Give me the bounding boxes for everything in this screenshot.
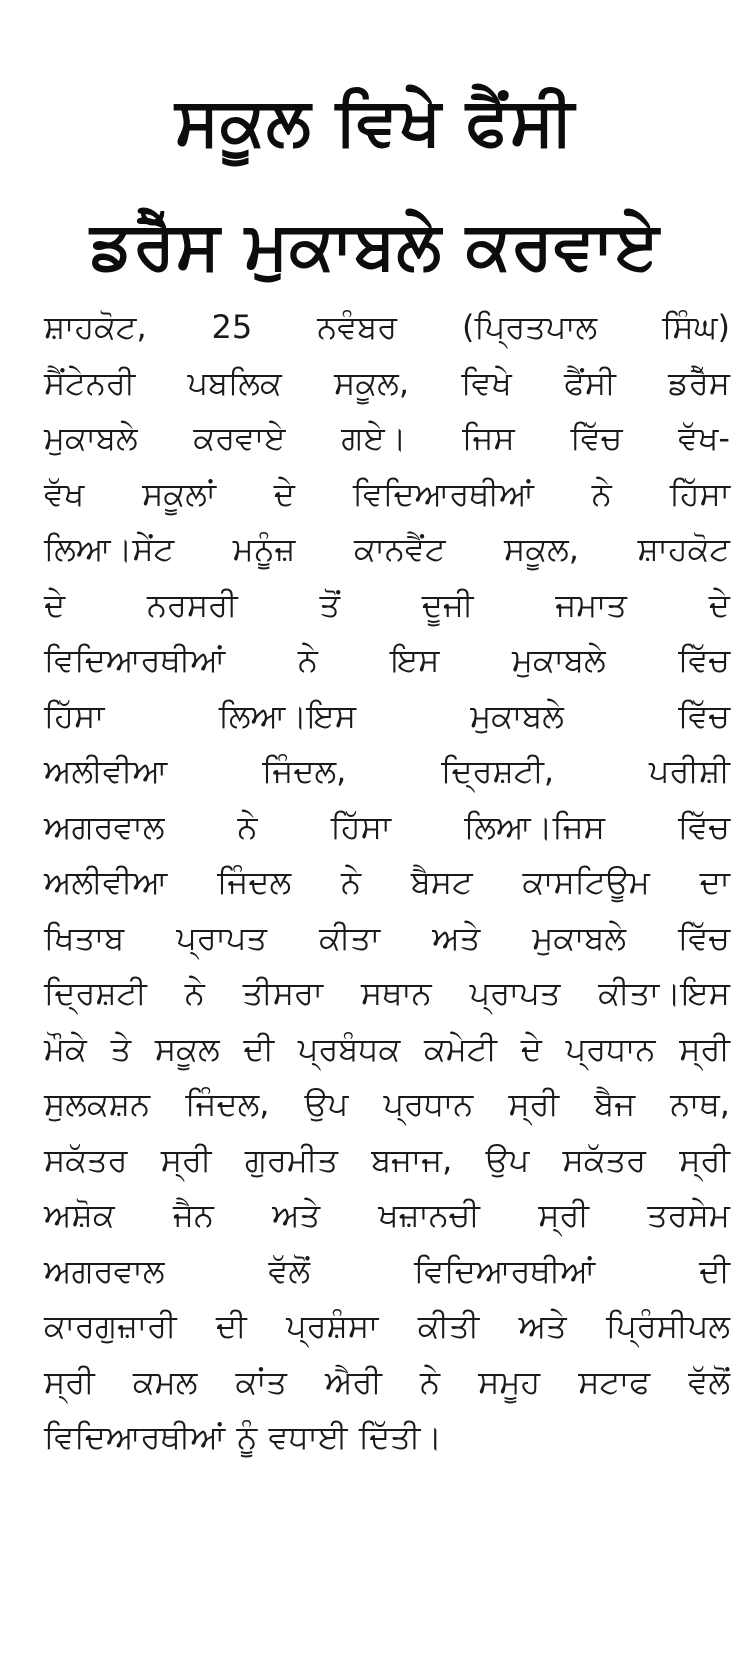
article-line	[44, 1022, 730, 1078]
article-word: ਪ੍ਰਾਪਤ	[469, 974, 561, 1012]
article-line	[44, 1244, 730, 1300]
article-word: ਅਲੀਵੀਆ	[44, 863, 168, 901]
article-word: ਸਥਾਨ	[360, 974, 432, 1012]
article-word: ਦ੍ਰਿਸ਼ਟੀ	[44, 974, 147, 1012]
article-word: ਫੈਂਸੀ	[564, 363, 616, 402]
article-word: ਵਿਦਿਆਰਥੀਆਂ	[44, 641, 226, 679]
article-word: ਵੱਖ	[44, 474, 85, 513]
article-word: 25	[211, 308, 253, 346]
article-line	[44, 1188, 730, 1244]
article-word: ਗਏ।	[341, 419, 407, 457]
article-word: ਮੁਕਾਬਲੇ	[470, 696, 564, 735]
article-word: ਪਬਲਿਕ	[187, 363, 282, 402]
article-word: ਕਾਸਟਿਊਮ	[522, 863, 650, 901]
article-word: ਦਾ	[699, 863, 730, 901]
article-line	[44, 1299, 730, 1355]
article-word: ਲਿਆ।ਸੇਂਟ	[44, 530, 175, 568]
article-word: ਕੀਤਾ	[319, 918, 381, 957]
article-word: ਸਕੱਤਰ	[562, 1140, 646, 1179]
article-word: ਦੀ	[243, 1029, 275, 1068]
article-word: ਖਜ਼ਾਨਚੀ	[378, 1196, 480, 1234]
article-word: ਮੁਕਾਬਲੇ	[511, 641, 606, 679]
article-word: ਵਿੱਚ	[678, 807, 730, 846]
article-word: ਜਿੰਦਲ,	[185, 1085, 270, 1123]
article-word: ਵੱਖ-	[678, 419, 730, 457]
article-word: ਨੂੰ	[236, 1418, 258, 1456]
article-word: ਸ੍ਰੀ	[160, 1140, 212, 1179]
article-word: ਵੱਲੋਂ	[688, 1362, 730, 1401]
article-word: ਸਮੂਹ	[478, 1362, 541, 1401]
article-word: ਤੇ	[110, 1029, 132, 1068]
article-word: ਤਰਸੇਮ	[647, 1196, 730, 1234]
article-word: ਕਾਂਤ	[235, 1362, 287, 1401]
article-word: ਸਕੱਤਰ	[44, 1140, 128, 1179]
article-word: ਸੁਲਕਸ਼ਨ	[44, 1085, 151, 1123]
article-word: ਅਤੇ	[518, 1307, 567, 1345]
article-line	[44, 467, 730, 523]
article-word: ਕੀਤੀ	[417, 1307, 480, 1345]
article-word: ਤੀਸਰਾ	[242, 974, 324, 1012]
article-word: ਕਮਲ	[132, 1362, 198, 1401]
article-word: ਕਾਨਵੈਂਟ	[353, 530, 446, 568]
article-word: ਅਗਰਵਾਲ	[44, 807, 165, 846]
article-word: ਨੇ	[340, 863, 361, 901]
article-line	[44, 633, 730, 689]
article-word: ਪ੍ਰਧਾਨ	[565, 1029, 656, 1068]
article-word: ਵਿਦਿਆਰਥੀਆਂ	[44, 1418, 226, 1456]
article-line	[44, 356, 730, 412]
article-word: (ਪ੍ਰਿਤਪਾਲ	[461, 308, 598, 346]
article-word: ਦੂਜੀ	[421, 585, 474, 624]
article-word: ਹਿੱਸਾ	[330, 807, 392, 846]
article-word: ਨਵੰਬਰ	[317, 308, 398, 346]
article-word: ਸਕੂਲ,	[334, 363, 409, 402]
article-line	[44, 689, 730, 745]
article-word: ਨਰਸਰੀ	[147, 585, 238, 624]
article-word: ਸਕੂਲ,	[504, 530, 579, 568]
article-line	[44, 1355, 730, 1411]
article-word: ਹਿੱਸਾ	[44, 696, 105, 735]
article-word: ਨੇ	[420, 1362, 441, 1401]
article-word: ਦੇ	[273, 474, 295, 513]
article-word: ਨਾਥ,	[670, 1085, 730, 1123]
article-word: ਨੇ	[591, 474, 612, 513]
article-word: ਗੁਰਮੀਤ	[244, 1140, 338, 1179]
article-word: ਦ੍ਰਿਸ਼ਟੀ,	[441, 752, 555, 790]
article-word: ਜਿਸ	[462, 419, 515, 457]
article-word: ਉਪ	[304, 1085, 349, 1123]
article-line	[44, 1133, 730, 1189]
article-word: ਉਪ	[485, 1140, 530, 1179]
article-word: ਸ਼ਾਹਕੋਟ	[637, 530, 730, 568]
article-word: ਸ੍ਰੀ	[679, 1029, 730, 1068]
article-word: ਮੁਕਾਬਲੇ	[44, 419, 138, 457]
headline	[30, 60, 720, 308]
article-word: ਦੇ	[520, 1029, 542, 1068]
article-line	[44, 1077, 730, 1133]
article-line	[44, 300, 730, 356]
article-word: ਮੌਕੇ	[44, 1029, 87, 1068]
article-word: ਤੋਂ	[319, 585, 340, 624]
article-line	[44, 1410, 730, 1466]
article-line	[44, 411, 730, 467]
article-word: ਵਿੱਚ	[570, 419, 623, 457]
article-line	[44, 855, 730, 911]
article-line	[44, 966, 730, 1022]
article-word: ਪ੍ਰਬੰਧਕ	[297, 1029, 401, 1068]
article-line	[44, 800, 730, 856]
article-word: ਕਮੇਟੀ	[424, 1029, 498, 1068]
article-line	[44, 578, 730, 634]
article-word: ਡਰੈੱਸ	[668, 363, 730, 402]
article-word: ਦੇ	[44, 585, 66, 624]
article-word: ਦੀ	[215, 1307, 247, 1345]
article-word: ਅਸ਼ੋਕ	[44, 1196, 115, 1234]
article-word: ਜੈਨ	[172, 1196, 214, 1234]
headline-line-2: ਡਰੈੱਸ ਮੁਕਾਬਲੇ ਕਰਵਾਏ	[90, 207, 660, 284]
article-word: ਵਿਦਿਆਰਥੀਆਂ	[413, 1251, 596, 1290]
article-word: ਜਮਾਤ	[555, 585, 627, 624]
article-word: ਨੇ	[237, 807, 258, 846]
article-word: ਪ੍ਰਧਾਨ	[383, 1085, 474, 1123]
article-word: ਜਿੰਦਲ,	[262, 752, 347, 790]
article-word: ਖਿਤਾਬ	[44, 918, 125, 957]
article-word: ਬੈਸਟ	[410, 863, 473, 901]
article-word: ਸਕੂਲਾਂ	[142, 474, 216, 513]
article-word: ਪਰੀਸ਼ੀ	[648, 752, 730, 790]
article-word: ਨੇ	[297, 641, 318, 679]
article-word: ਸੈਂਟੇਨਰੀ	[44, 363, 136, 402]
article-line	[44, 522, 730, 578]
article-word: ਬੈਜ	[594, 1085, 636, 1123]
article-word: ਕਰਵਾਏ	[193, 419, 286, 457]
article-word: ਮਨੂੰਜ਼	[232, 530, 296, 568]
article-word: ਵਿੱਚ	[678, 641, 730, 679]
article-word: ਅਤੇ	[432, 918, 481, 957]
article-word: ਸ੍ਰੀ	[538, 1196, 590, 1234]
article-word: ਵੱਲੋਂ	[268, 1251, 311, 1290]
headline-line-1: ਸਕੂਲ ਵਿਖੇ ਫੈਂਸੀ	[175, 83, 575, 160]
article-word: ਸਕੂਲ	[154, 1029, 220, 1068]
article-word: ਲਿਆ।ਜਿਸ	[464, 807, 605, 846]
article-word: ਅਲੀਵੀਆ	[44, 752, 168, 790]
article-word: ਨੇ	[184, 974, 205, 1012]
article-word: ਵਿੱਚ	[678, 696, 730, 735]
article-line	[44, 911, 730, 967]
article-word: ਸ੍ਰੀ	[679, 1140, 730, 1179]
article-word: ਸ੍ਰੀ	[508, 1085, 560, 1123]
article-body	[44, 300, 730, 1466]
article-word: ਲਿਆ।ਇਸ	[218, 696, 357, 735]
article-word: ਸ਼ਾਹਕੋਟ,	[44, 308, 147, 346]
article-word: ਇਸ	[390, 641, 440, 679]
article-word: ਦੀ	[699, 1251, 730, 1290]
article-word: ਵਿੱਚ	[678, 918, 730, 957]
article-word: ਸਿੰਘ)	[662, 308, 730, 346]
article-word: ਦੇ	[708, 585, 730, 624]
article-word: ਹਿੱਸਾ	[669, 474, 730, 513]
article-word: ਜਿੰਦਲ	[217, 863, 292, 901]
article-word: ਅਗਰਵਾਲ	[44, 1251, 165, 1290]
article-word: ਸਟਾਫ	[578, 1362, 651, 1401]
article-word: ਕੀਤਾ।ਇਸ	[598, 974, 730, 1012]
article-word: ਕਾਰਗੁਜ਼ਾਰੀ	[44, 1307, 177, 1345]
article-word: ਐਰੀ	[325, 1362, 382, 1401]
article-word: ਪ੍ਰਾਪਤ	[176, 918, 268, 957]
article-word: ਪ੍ਰਿੰਸੀਪਲ	[605, 1307, 730, 1345]
article-word: ਅਤੇ	[272, 1196, 321, 1234]
article-word: ਦਿੱਤੀ।	[358, 1418, 442, 1456]
article-word: ਪ੍ਰਸ਼ੰਸਾ	[286, 1307, 379, 1345]
article-word: ਵਿਖੇ	[461, 363, 512, 402]
article-word: ਮੁਕਾਬਲੇ	[532, 918, 626, 957]
article-word: ਵਿਦਿਆਰਥੀਆਂ	[352, 474, 534, 513]
article-word: ਬਜਾਜ,	[371, 1140, 453, 1179]
article-word: ਵਧਾਈ	[268, 1418, 348, 1456]
article-line	[44, 744, 730, 800]
article-word: ਸ੍ਰੀ	[44, 1362, 95, 1401]
